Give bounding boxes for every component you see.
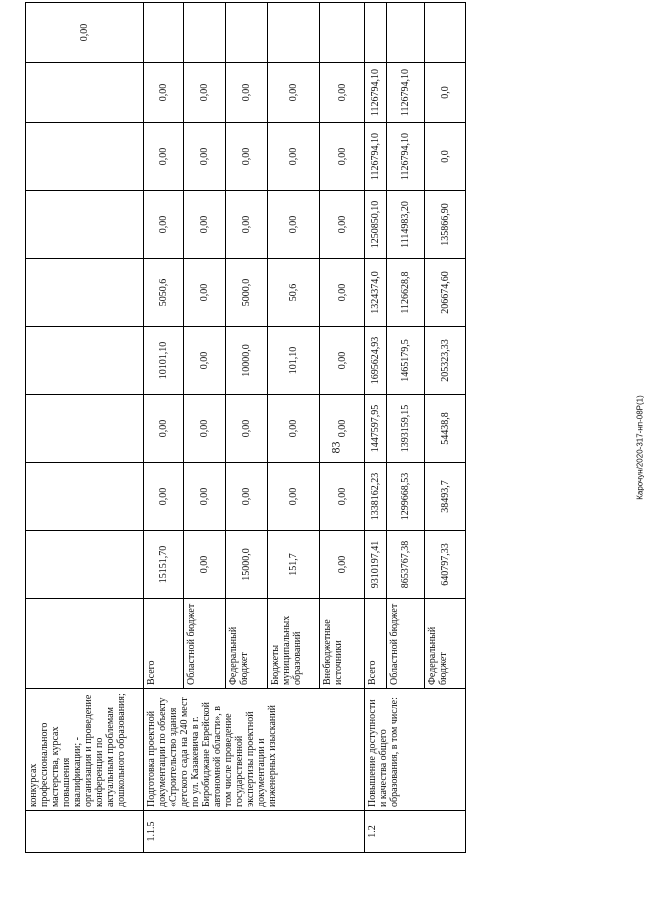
cell-value: 0,00 (144, 123, 184, 191)
cell-value: 0,00 (320, 123, 365, 191)
row-source: Областной бюджет (387, 599, 425, 689)
row-source: Федеральный бюджет (226, 599, 268, 689)
cell-value: 205323,33 (425, 327, 466, 395)
cell-value: 1338162,23 (365, 463, 387, 531)
cell-value: 1126794,10 (365, 123, 387, 191)
row-code: 1.1.5 (144, 811, 365, 853)
cell-value: 1299668,53 (387, 463, 425, 531)
cell-value: 38493,7 (425, 463, 466, 531)
cell-value (320, 3, 365, 63)
cell-value (26, 191, 144, 259)
cell-value: 0,00 (320, 63, 365, 123)
cell-value: 1324374,0 (365, 259, 387, 327)
cell-value: 0,00 (320, 259, 365, 327)
cell-value: 0,00 (144, 63, 184, 123)
budget-table (25, 2, 466, 853)
cell-value: 50,6 (268, 259, 320, 327)
cell-value: 0,00 (26, 3, 144, 63)
cell-value: 1447597,95 (365, 395, 387, 463)
cell-value: 9310197,41 (365, 531, 387, 599)
cell-value (26, 395, 144, 463)
cell-value: 0,00 (144, 463, 184, 531)
page-number: 83 (328, 441, 343, 454)
row-code (26, 811, 144, 853)
cell-value (184, 3, 226, 63)
cell-value: 0,00 (320, 395, 365, 463)
cell-value: 0,00 (184, 395, 226, 463)
row-description: Повышение доступности и качества общего образования, в том числе: (365, 689, 466, 811)
cell-value (26, 531, 144, 599)
cell-value: 0,00 (226, 395, 268, 463)
cell-value: 0,00 (184, 123, 226, 191)
cell-value: 0,00 (144, 395, 184, 463)
row-source: Всего (144, 599, 184, 689)
cell-value (425, 3, 466, 63)
cell-value (226, 3, 268, 63)
cell-value: 15000,0 (226, 531, 268, 599)
cell-value: 1126628,8 (387, 259, 425, 327)
cell-value: 0,00 (268, 123, 320, 191)
row-description: конкурсах профессионального мастерства, курсах повышения квалификации; - организация и проведение конференции по актуальным проблемам дошкольного образования; (26, 689, 144, 811)
row-source: Бюджеты муниципальных образований (268, 599, 320, 689)
cell-value: 5000,0 (226, 259, 268, 327)
cell-value: 0,00 (184, 259, 226, 327)
cell-value: 0,00 (184, 531, 226, 599)
cell-value: 151,7 (268, 531, 320, 599)
cell-value: 0,00 (268, 463, 320, 531)
cell-value: 1126794,10 (387, 123, 425, 191)
cell-value (26, 259, 144, 327)
cell-value: 0,00 (320, 531, 365, 599)
cell-value (268, 3, 320, 63)
cell-value: 5050,6 (144, 259, 184, 327)
cell-value (26, 463, 144, 531)
cell-value (26, 327, 144, 395)
cell-value: 1114983,20 (387, 191, 425, 259)
row-source: Всего (365, 599, 387, 689)
cell-value: 0,00 (268, 191, 320, 259)
cell-value: 0,00 (320, 191, 365, 259)
cell-value (26, 123, 144, 191)
cell-value: 101,10 (268, 327, 320, 395)
cell-value: 0,00 (268, 395, 320, 463)
row-code: 1.2 (365, 811, 466, 853)
row-source: Внебюджетные источники (320, 599, 365, 689)
cell-value: 0,00 (320, 463, 365, 531)
cell-value: 0,00 (184, 463, 226, 531)
row-source: Областной бюджет (184, 599, 226, 689)
cell-value: 10101,10 (144, 327, 184, 395)
cell-value (365, 3, 387, 63)
rotated-table-container (25, 3, 451, 853)
cell-value: 0,00 (320, 327, 365, 395)
cell-value: 0,00 (226, 63, 268, 123)
cell-value: 135866,90 (425, 191, 466, 259)
cell-value (387, 3, 425, 63)
cell-value: 54438,8 (425, 395, 466, 463)
cell-value: 0,0 (425, 63, 466, 123)
cell-value: 1465179,5 (387, 327, 425, 395)
cell-value: 0,00 (184, 327, 226, 395)
table-row (26, 3, 144, 853)
cell-value: 1250850,10 (365, 191, 387, 259)
cell-value: 0,00 (226, 463, 268, 531)
table-row (365, 3, 387, 853)
cell-value: 0,00 (184, 63, 226, 123)
table-row (144, 3, 184, 853)
row-source (26, 599, 144, 689)
cell-value: 8653767,38 (387, 531, 425, 599)
cell-value (144, 3, 184, 63)
cell-value: 1393159,15 (387, 395, 425, 463)
cell-value: 206674,60 (425, 259, 466, 327)
cell-value: 640797,33 (425, 531, 466, 599)
cell-value: 10000,0 (226, 327, 268, 395)
cell-value: 0,00 (226, 123, 268, 191)
cell-value: 1126794,10 (387, 63, 425, 123)
document-stamp: Карочун/2020-317-нп-08Р(1) (635, 395, 645, 500)
cell-value: 0,00 (144, 191, 184, 259)
cell-value: 0,0 (425, 123, 466, 191)
row-description: Подготовка проектной документации по объекту «Строительство здания детского сада на 240 мест по ул. Казакевича в г. Биробиджане Еврейской автономной области», в том числе проведение государственной экспертизы проектной документации и инженерных изысканий (144, 689, 365, 811)
cell-value: 0,00 (226, 191, 268, 259)
cell-value: 0,00 (268, 63, 320, 123)
cell-value: 1695624,93 (365, 327, 387, 395)
cell-value: 0,00 (184, 191, 226, 259)
cell-value: 1126794,10 (365, 63, 387, 123)
cell-value (26, 63, 144, 123)
row-source: Федеральный бюджет (425, 599, 466, 689)
cell-value: 15151,70 (144, 531, 184, 599)
